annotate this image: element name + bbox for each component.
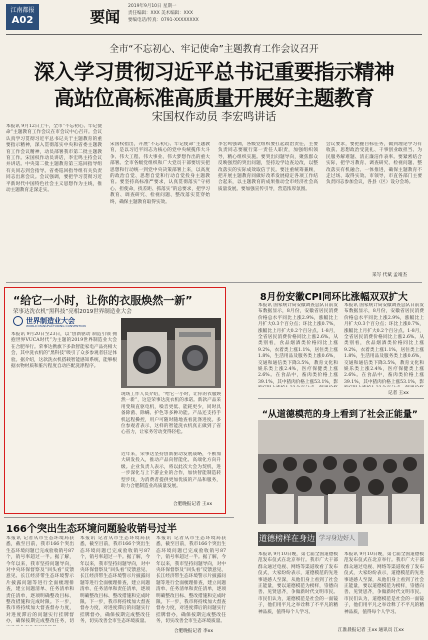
lead-credit: 采写 代斌 孟靖杰	[372, 273, 408, 278]
audience-photo	[258, 420, 424, 524]
boxed-title: “给它一小时，让你的衣服焕然一新”	[13, 294, 193, 307]
header-editor: 责任编辑：XXX 美术编辑：XXX	[128, 11, 193, 16]
globe-icon	[13, 316, 23, 326]
section-title: 要闻	[90, 8, 121, 26]
badge-page-number: A02	[11, 15, 34, 26]
boxed-text-1: 本报讯 9月20日至23日，以“创新驱动 制造引领 拥抱世界VUCA时代”为主题的2019世界制造业大会在合肥举行。荣事达携旗下多款智能家电产品亮相大会，其中洗衣机的“黑科技”吸引了众多参观者驻足体验。据介绍，这款洗衣机搭载智能感知系统，能够根据衣物材质和脏污程度自动匹配洗涤程序。	[11, 332, 117, 370]
lead-headline-2: 高站位高标准高质量开展好主题教育	[54, 86, 374, 110]
logo-name: 世界制造业大会	[26, 317, 75, 325]
cpi-credit: 记者 王xx	[388, 391, 409, 396]
header-rule	[6, 34, 422, 35]
column-banner	[258, 530, 424, 548]
logo-english: WORLD MANUFACTURING CONVENTION	[26, 324, 86, 328]
lead-byline: 宋国权作动员 李宏鸣讲话	[151, 110, 277, 123]
lead-column-3: 李宏鸣强调，各级党组织要扛起政治责任，主要负责同志要履行第一责任人职责，加强组织领导，精心组织实施。要突出问题导向，聚焦群众反映强烈的突出问题，坚持边学边查边改，以整改落实的实际成效取信于民。要注重统筹兼顾，把开展主题教育同做好改革发展稳定各项工作结合起来，以主题教育的成果推动全市经济社会高质量发展。要加强宣传引导，营造浓厚氛围。	[218, 142, 318, 192]
cpi-column-1: 本报讯 国家统计局安徽调查总队日前发布数据显示，8月份，安徽省居民消费价格总水平同比上涨2.9%，涨幅比上月扩大0.3个百分点；环比上涨0.7%，涨幅比上月扩大0.2个百分点。1-8月，全省居民消费价格同比上涨2.6%。从类别看，食品烟酒类价格同比上涨9.2%，衣着类上涨1.1%，居住类上涨1.8%，生活用品及服务类上涨0.6%，交通和通信类下降3.5%，教育文化和娱乐类上涨2.4%，医疗保健类上涨2.6%。在食品中，畜肉类价格上涨39.1%，其中猪肉价格上涨53.1%，影	[258, 303, 338, 385]
ecology-credit: 合肥晚报记者 李xx	[174, 629, 214, 634]
column-tag: 道德榜样在身边	[258, 532, 316, 546]
boxed-credit: 合肥晚报记者 王xx	[173, 502, 213, 507]
column-tag-secondary: 学习身边好人	[316, 532, 358, 546]
ecology-title: 166个突出生态环境问题验收销号过半	[6, 524, 177, 535]
lead-column-4: 会议要求，要把握目标任务，做到理论学习有收获、思想政治受洗礼、干事创业敢担当、为民服务解难题、清正廉洁作表率。要紧密结合实际，把学习教育、调查研究、检视问题、整改落实有机融合、一体推进，确保主题教育不走过场、取得实效。市领导，市直各部门主要负责同志参加会议，各县（区）设分会场。	[326, 142, 422, 186]
cpi-title: 8月份安徽CPI同环比涨幅双双扩大	[260, 292, 408, 303]
model-column-1: 本报讯 9月10日晚，第七届全国道德模范发布仪式在北京举行。我市广大干部群众通过电视、网络等渠道收看了发布仪式，大家纷纷表示，道德模范的先进事迹感人至深，从他们身上看到了社会正能量，要以道德模范为榜样，崇德向善、见贤思齐，争做新时代文明市民。市民们认为，道德模范是社会的一面镜子，他们用平凡之举诠释了不平凡的精神品质，值得每个人学习。	[258, 552, 338, 615]
washing-machine-photo	[121, 318, 221, 388]
model-credit: 江淮晨报记者 王xx 通讯员 江xx	[338, 628, 404, 633]
lead-kicker: 全市“不忘初心、牢记使命”主题教育工作会议召开	[109, 44, 319, 55]
conference-logo	[13, 316, 86, 328]
banner-icon	[358, 532, 368, 546]
badge-paper-name: 江南都报	[10, 7, 35, 14]
ecology-column-2: 本报讯 记者从市生态环境局获悉，截至目前，我市166个突出生态环境问题已完成验收销号87个，销号率超过一半。据了解，今年以来，我市坚持问题导向，对中央环保督察及“回头看”反馈意见、长江经济带生态环境警示片披露问题等进行全面梳理排查，建立问题清单、任务清单和责任清单，逐项明确整改目标、整改措施和完成时限。下一步，我市将持续加大督查督办力度，对进度滞后的问题实行挂牌督办，确保按期完成整改任务，切实改善全市生态环境质量。	[80, 536, 150, 625]
model-column-2: 本报讯 9月10日晚，第七届全国道德模范发布仪式在北京举行。我市广大干部群众通过电视、网络等渠道收看了发布仪式，大家纷纷表示，道德模范的先进事迹感人至深，从他们身上看到了社会正能量，要以道德模范为榜样，崇德向善、见贤思齐，争做新时代文明市民。市民们认为，道德模范是社会的一面镜子，他们用平凡之举诠释了不平凡的精神品质，值得每个人学习。	[344, 552, 424, 615]
boxed-text-2: 现场工作人员介绍，“给它一小时，让你的衣服焕然一新”，这是荣事达洗衣机的承诺。新款产品采用变频直驱电机，噪音更低、能耗更少，同时具备除菌、除螨、护色等多种功能。产品还支持手机远程操控，用户可随时随地查看洗涤进度。多位参观者表示，这样的智能洗衣机真正做到了省心省力，让家务劳动变得轻松。	[121, 392, 221, 436]
boxed-subtitle: 荣事达洗衣机“黑科技”亮相2019世界制造业大会	[13, 309, 132, 315]
ecology-column-3: 本报讯 记者从市生态环境局获悉，截至目前，我市166个突出生态环境问题已完成验收销号87个，销号率超过一半。据了解，今年以来，我市坚持问题导向，对中央环保督察及“回头看”反馈意见、长江经济带生态环境警示片披露问题等进行全面梳理排查，建立问题清单、任务清单和责任清单，逐项明确整改目标、整改措施和完成时限。下一步，我市将持续加大督查督办力度，对进度滞后的问题实行挂牌督办，确保按期完成整改任务，切实改善全市生态环境质量。	[156, 536, 226, 625]
page-badge	[6, 4, 39, 30]
ecology-column-1: 本报讯 记者从市生态环境局获悉，截至目前，我市166个突出生态环境问题已完成验收销号87个，销号率超过一半。据了解，今年以来，我市坚持问题导向，对中央环保督察及“回头看”反馈意见、长江经济带生态环境警示片披露问题等进行全面梳理排查，建立问题清单、任务清单和责任清单，逐项明确整改目标、整改措施和完成时限。下一步，我市将持续加大督查督办力度，对进度滞后的问题实行挂牌督办，确保按期完成整改任务，切	[6, 536, 74, 625]
boxed-article	[4, 287, 226, 514]
cpi-divider	[258, 398, 424, 399]
lead-divider	[6, 282, 422, 283]
page-header	[0, 0, 428, 36]
header-date: 2019年9月10日 星期一	[128, 4, 177, 9]
lead-column-2: 宋国权指出，开展“不忘初心、牢记使命”主题教育，是以习近平同志为核心的党中央统揽伟大斗争、伟大工程、伟大事业、伟大梦想作出的重大部署。全市各级党组织和广大党员干部要切实把思想和行动统一到党中央决策部署上来，以高度的政治自觉、思想自觉和行动自觉投身主题教育。要坚持高标准严要求，认真贯彻落实“守初心、担使命，找差距、抓落实”的总要求，把学习教育、调查研究、检视问题、整改落实贯穿始终，确保主题教育取得实效。	[110, 142, 210, 205]
model-title: “从道德模范的身上看到了社会正能量”	[262, 410, 418, 420]
lead-headline-1: 深入学习贯彻习近平总书记重要指示精神	[34, 60, 394, 84]
ecology-divider	[4, 517, 234, 518]
cpi-column-2: 本报讯 国家统计局安徽调查总队日前发布数据显示，8月份，安徽省居民消费价格总水平同比上涨2.9%，涨幅比上月扩大0.3个百分点；环比上涨0.7%，涨幅比上月扩大0.2个百分点。1-8月，全省居民消费价格同比上涨2.6%。从类别看，食品烟酒类价格同比上涨9.2%，衣着类上涨1.1%，居住类上涨1.8%，生活用品及服务类上涨0.6%，交通和通信类下降3.5%，教育文化和娱乐类上涨2.4%，医疗保健类上涨2.6%。在食品中，畜肉类价格上涨39.1%，其中猪肉价格上涨53.1%，影	[344, 303, 424, 385]
header-phone: 要编电话/传真：0791-XXXXXXXX	[128, 18, 199, 23]
lead-column-1: 本报讯 9月12日上午，全市“不忘初心、牢记使命”主题教育工作会议在市会议中心召开。会议认真学习贯彻习近平总书记关于主题教育的重要指示精神，深入贯彻落实中央和省委主题教育工作会议精神，动员部署我市第二批主题教育工作。宋国权作动员讲话，李宏鸣主持会议并讲话。中央第二批主题教育第三巡回指导组有关同志到会指导。省委巡回指导组有关负责同志出席会议。会议强调，要把学习贯彻习近平新时代中国特色社会主义思想作为主线，推动主题教育走深走实。	[6, 124, 102, 194]
boxed-text-3: 近年来，荣事达坚持创新驱动发展战略，不断加大研发投入，推动产品向智能化、高端化方向升级。企业负责人表示，将以此次大会为契机，进一步深化与上下游企业的合作，加快智能制造转型步伐，为消费者提供更加优质的产品和服务，助力合肥制造业高质量发展。	[121, 452, 221, 490]
